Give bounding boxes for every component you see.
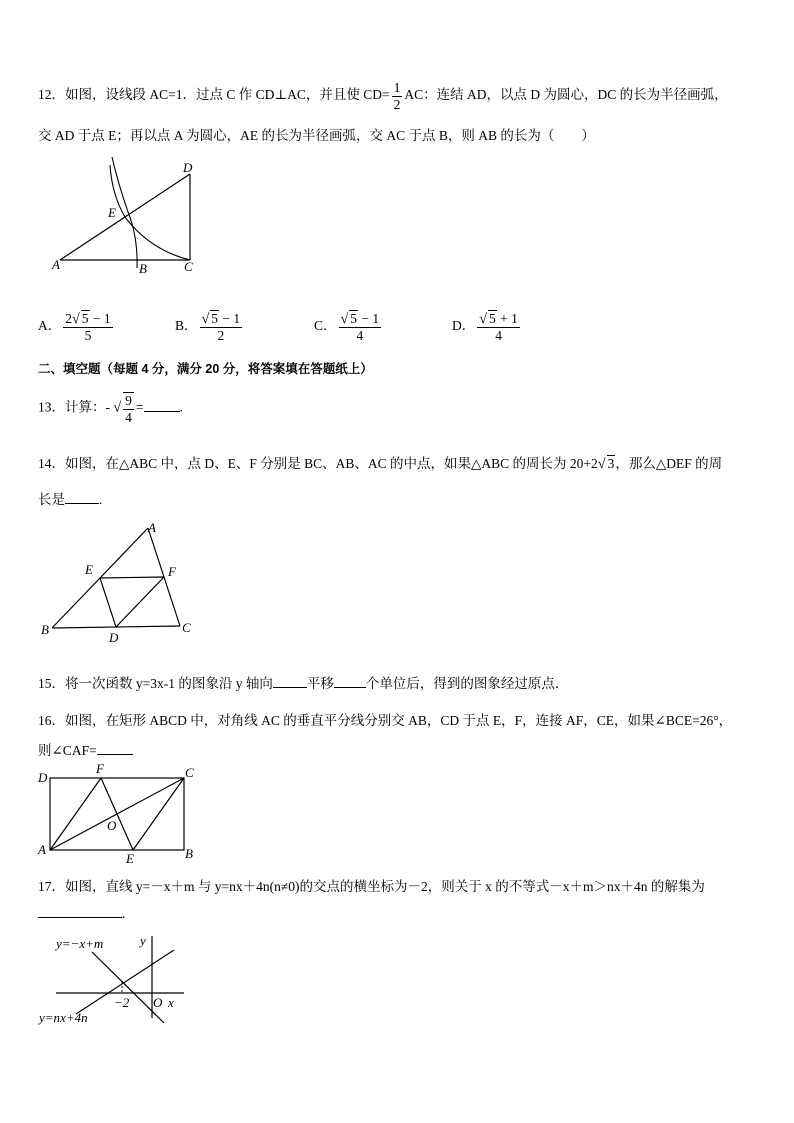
q14-line2: 长是 . — [38, 492, 103, 507]
label-E: E — [108, 205, 116, 220]
q16-line2: 则∠CAF= — [38, 739, 133, 759]
q17-answer-blank[interactable] — [38, 917, 122, 918]
label-B: B — [185, 846, 193, 861]
section-heading: 二、填空题（每题 4 分，满分 20 分，将答案填在答题纸上） — [38, 362, 373, 376]
label-E: E — [85, 562, 93, 577]
label-A: A — [52, 257, 60, 272]
line2-label: y=nx+4n — [39, 1010, 88, 1025]
q17-line2: . — [38, 906, 125, 922]
q14-figure — [36, 518, 206, 650]
x-axis-label: x — [168, 995, 174, 1010]
q12-figure — [40, 155, 220, 280]
label-E: E — [126, 851, 134, 866]
q12-fraction: $\frac{1}{2}$ — [393, 80, 401, 112]
label-D: D — [38, 770, 48, 785]
q16-figure — [34, 760, 204, 866]
q12-line1: 12．如图，设线段 AC=1．过点 C 作 CD⊥AC，并且使 CD= $\frac{1}{2}$ AC：连结 AD，以点 D 为圆心，DC 的长为半径画弧， — [38, 80, 728, 112]
label-O: O — [107, 818, 117, 833]
q15-blank-direction[interactable] — [273, 687, 307, 688]
origin-label: O — [153, 995, 163, 1010]
q15-blank-units[interactable] — [334, 687, 366, 688]
label-B: B — [41, 622, 49, 637]
label-F: F — [96, 761, 104, 776]
q15: 15．将一次函数 y=3x-1 的图象沿 y 轴向 平移 个单位后，得到的图象经过原点． — [38, 676, 569, 691]
label-F: F — [168, 564, 176, 579]
option-a[interactable]: A． $\frac{2√ 5 - 1}{5}$ — [38, 311, 111, 344]
option-d[interactable]: D． $\frac{√ 5 + 1}{4}$ — [452, 311, 518, 344]
q16-answer-blank[interactable] — [97, 754, 133, 755]
label-D: D — [109, 630, 119, 645]
q17-figure — [34, 928, 204, 1030]
label-C: C — [182, 620, 191, 635]
option-c[interactable]: C． $\frac{√ 5 - 1}{4}$ — [314, 311, 380, 344]
q13-answer-blank[interactable] — [144, 411, 180, 412]
label-C: C — [184, 259, 193, 274]
q14-answer-blank[interactable] — [65, 503, 99, 504]
label-D: D — [183, 160, 193, 175]
tick-minus-2: −2 — [114, 995, 130, 1010]
label-C: C — [185, 765, 194, 780]
q13: 13．计算：- √ $\frac{9}{4}$ = . — [38, 393, 183, 425]
option-b[interactable]: B． $\frac{√ 5 - 1}{2}$ — [175, 311, 241, 344]
q17-line1: 17．如图，直线 y=－x＋m 与 y=nx＋4n(n≠0)的交点的横坐标为－2，则关于 x 的不等式－x＋m＞nx＋4n 的解集为 — [38, 879, 705, 894]
q16-line1: 16．如图，在矩形 ABCD 中，对角线 AC 的垂直平分线分别交 AB，CD 于点 E，F，连接 AF，CE，如果∠BCE=26°， — [38, 713, 733, 728]
label-B: B — [139, 261, 147, 276]
q14-line1: 14．如图，在△ABC 中，点 D、E、F 分别是 BC、AB、AC 的中点，如果△ABC 的周长为 20+2√ 3，那么△DEF 的周 — [38, 456, 723, 472]
label-A: A — [38, 842, 46, 857]
label-A: A — [148, 520, 156, 535]
y-axis-label: y — [140, 933, 146, 948]
q12-line2: 交 AD 于点 E；再以点 A 为圆心，AE 的长为半径画弧，交 AC 于点 B，则 AB 的长为（ ） — [38, 128, 595, 143]
line1-label: y=−x+m — [56, 936, 104, 951]
